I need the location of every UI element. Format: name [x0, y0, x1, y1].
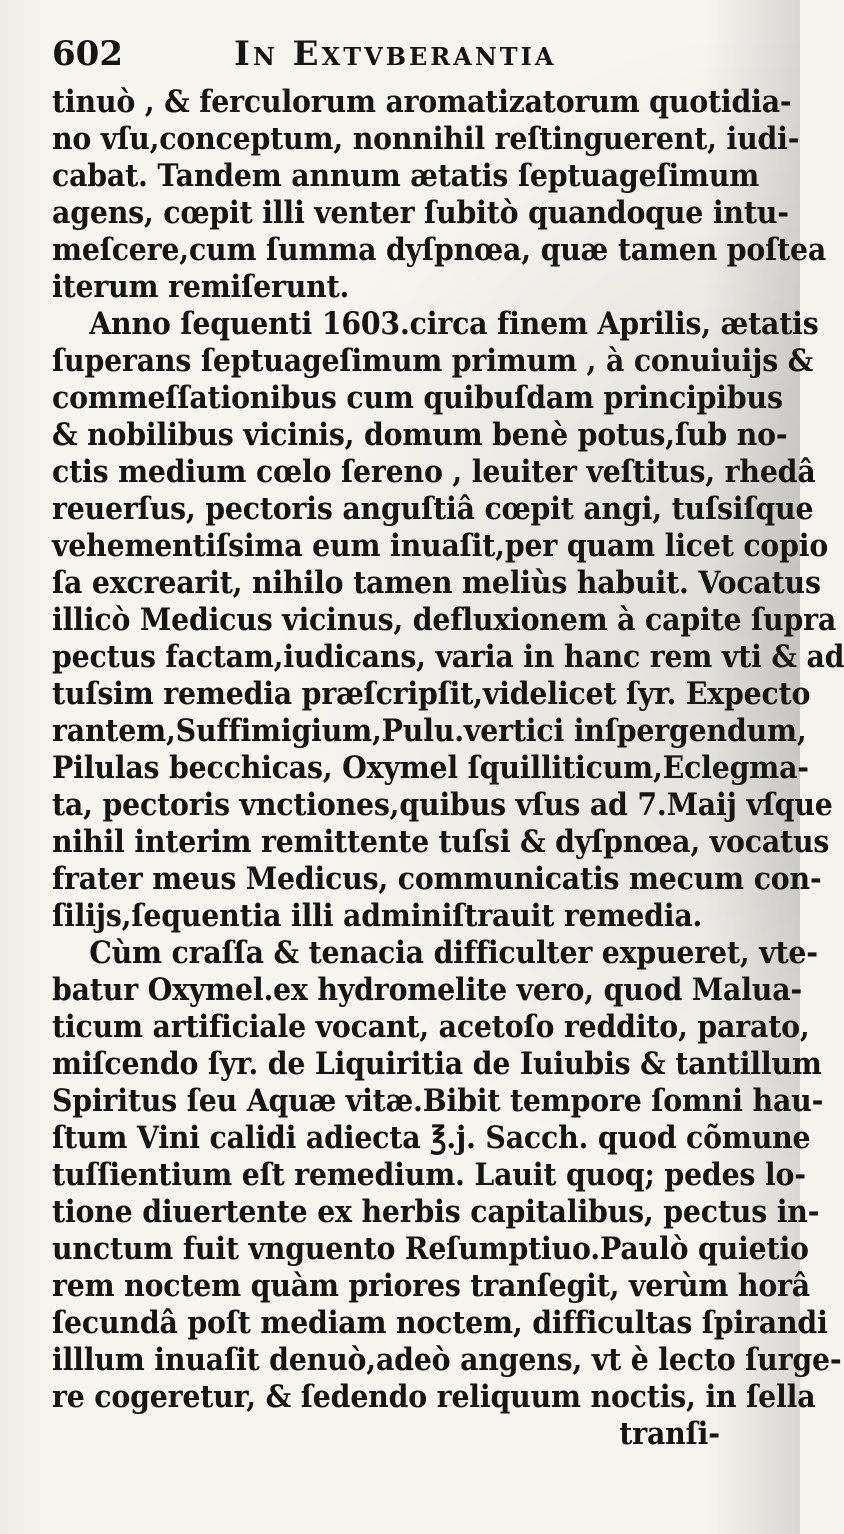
text-line: pectus factam,iudicans, varia in hanc rem vti & ad — [52, 639, 844, 675]
text-line: ſilijs,ſequentia illi adminiſtrauit remedia. — [52, 898, 703, 934]
text-line: meſcere,cum ſumma dyſpnœa, quæ tamen poſtea — [52, 232, 827, 268]
text-line: tinuò , & ferculorum aromatizatorum quotidia- — [52, 84, 792, 120]
text-line: batur Oxymel.ex hydromelite vero, quod Malua- — [52, 972, 803, 1008]
text-line: illicò Medicus vicinus, defluxionem à capite ſupra — [52, 602, 837, 638]
text-line: illlum inuaſit denuò,adeò angens, vt è lecto ſurge- — [52, 1342, 842, 1378]
text-line: ſecundâ poſt mediam noctem, difficultas ſpirandi — [52, 1305, 828, 1341]
text-line: cabat. Tandem annum ætatis ſeptuageſimum — [52, 158, 760, 194]
text-line: commeſſationibus cum quibuſdam principibus — [52, 380, 783, 416]
paragraph-start-line: Anno ſequenti 1603.circa finem Aprilis, ætatis — [89, 306, 819, 342]
page-number: 602 — [52, 34, 123, 74]
text-line: tuſſientium eſt remedium. Lauit quoq; pedes lo- — [52, 1157, 806, 1193]
text-line: agens, cœpit illi venter ſubitò quandoque intu- — [52, 195, 789, 231]
text-line: iterum remiſerunt. — [52, 269, 350, 305]
text-line: tione diuertente ex herbis capitalibus, pectus in- — [52, 1194, 820, 1230]
text-line: vehementiſsima eum inuaſit,per quam licet copio — [52, 528, 829, 564]
text-line: Pilulas becchicas, Oxymel ſquilliticum,Eclegma- — [52, 750, 809, 786]
text-line: Spiritus ſeu Aquæ vitæ.Bibit tempore ſomni hau- — [52, 1083, 824, 1119]
text-line: unctum fuit vnguento Reſumptiuo.Paulò quietio — [52, 1231, 809, 1267]
text-line: re cogeretur, & ſedendo reliquum noctis, in ſella — [52, 1379, 816, 1415]
text-line: ſa excrearit, nihilo tamen meliùs habuit. Vocatus — [52, 565, 821, 601]
text-line: reuerſus, pectoris anguſtiâ cœpit angi, tuſsiſque — [52, 491, 814, 527]
text-line: tuſsim remedia præſcripſit,videlicet ſyr. Expecto — [52, 676, 811, 712]
catchword-line: tranſi- — [619, 1416, 720, 1452]
paragraph-start-line: Cùm craſſa & tenacia difficulter expueret, vte- — [89, 935, 818, 971]
text-line: ſuperans ſeptuageſimum primum , à conuiuijs & — [52, 343, 814, 379]
text-line: miſcendo ſyr. de Liquiritia de Iuiubis & tantillum — [52, 1046, 822, 1082]
text-line: rantem,Suffimigium,Pulu.vertici inſpergendum, — [52, 713, 807, 749]
page-header — [52, 34, 752, 84]
text-line: no vſu,conceptum, nonnihil reſtinguerent, iudi- — [52, 121, 800, 157]
text-line: ſtum Vini calidi adiecta ℥.j. Sacch. quod cõmune — [52, 1120, 811, 1156]
text-line: ctis medium cœlo ſereno , leuiter veſtitus, rhedâ — [52, 454, 816, 490]
text-line: ta, pectoris vnctiones,quibus vſus ad 7.Maij vſque — [52, 787, 833, 823]
text-line: ticum artificiale vocant, acetoſo reddito, parato, — [52, 1009, 810, 1045]
running-title: In Extvberantia — [234, 34, 557, 74]
text-line: nihil interim remittente tuſsi & dyſpnœa, vocatus — [52, 824, 830, 860]
body-text — [52, 84, 844, 1453]
text-line: & nobilibus vicinis, domum benè potus,ſub no- — [52, 417, 788, 453]
text-line: frater meus Medicus, communicatis mecum con- — [52, 861, 822, 897]
text-line: rem noctem quàm priores tranſegit, verùm horâ — [52, 1268, 811, 1304]
